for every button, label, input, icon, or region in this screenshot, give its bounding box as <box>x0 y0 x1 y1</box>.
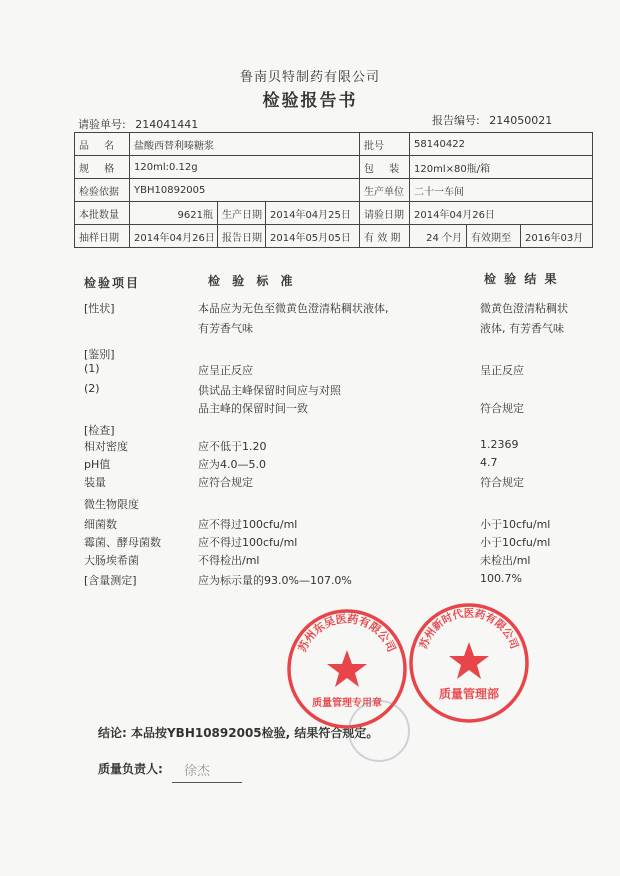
row-result: 符合规定 <box>480 402 524 415</box>
faint-stamp <box>344 696 414 766</box>
report-date-label: 报告日期 <box>218 225 266 248</box>
row-result: 1.2369 <box>480 438 519 451</box>
signature: 徐杰 <box>184 764 211 779</box>
product-label: 品 名 <box>75 133 130 156</box>
req-date-value: 2014年04月26日 <box>410 202 593 225</box>
req-date-label: 请验日期 <box>360 202 410 225</box>
row-standard: 应不低于1.20 <box>198 440 267 453</box>
unit-label: 生产单位 <box>360 179 410 202</box>
row-item: (2) <box>84 382 100 395</box>
table-row <box>75 225 593 248</box>
right-stamp-ring: 苏州新时代医药有限公司 <box>417 607 521 651</box>
batch-value: 58140422 <box>410 133 593 156</box>
row-result: 未检出/ml <box>480 554 531 567</box>
right-stamp <box>404 598 534 728</box>
validity-value: 24 个月 <box>410 225 467 248</box>
prod-date-value: 2014年04月25日 <box>266 202 360 225</box>
conclusion: 结论: 本品按YBH10892005检验, 结果符合规定。 <box>98 726 379 740</box>
basis-value: YBH10892005 <box>130 179 360 202</box>
row-standard: 应不得过100cfu/ml <box>198 536 298 549</box>
table-row <box>75 179 593 202</box>
report-date-value: 2014年05月05日 <box>266 225 360 248</box>
row-result: 小于10cfu/ml <box>480 518 551 531</box>
product-value: 盐酸西替利嗪糖浆 <box>130 133 360 156</box>
row-standard: 应符合规定 <box>198 476 253 489</box>
row-result: 呈正反应 <box>480 364 524 377</box>
column-item: 检验项目 <box>84 276 141 290</box>
row-standard: 应呈正反应 <box>198 364 253 377</box>
row-result: 100.7% <box>480 572 522 585</box>
row-standard: 应为标示量的93.0%—107.0% <box>198 574 352 587</box>
expiry-value: 2016年03月 <box>521 225 593 248</box>
row-item: 细菌数 <box>84 518 117 531</box>
qty-label: 本批数量 <box>75 202 130 225</box>
row-item: 微生物限度 <box>84 498 139 511</box>
left-stamp-star-icon <box>327 650 367 687</box>
sample-date-label: 抽样日期 <box>75 225 130 248</box>
pack-label: 包 装 <box>360 156 410 179</box>
row-standard: 应不得过100cfu/ml <box>198 518 298 531</box>
prod-date-label: 生产日期 <box>218 202 266 225</box>
row-standard: 有芳香气味 <box>198 322 253 335</box>
unit-value: 二十一车间 <box>410 179 593 202</box>
left-stamp-ring: 苏州东吴医药有限公司 <box>295 612 399 655</box>
sample-date-value: 2014年04月26日 <box>130 225 218 248</box>
row-standard: 不得检出/ml <box>198 554 260 567</box>
report-title: 检验报告书 <box>262 91 358 111</box>
pack-value: 120ml×80瓶/箱 <box>410 156 593 179</box>
request-no-label: 请验单号: <box>78 118 126 131</box>
row-result: 微黄色澄清粘稠状 <box>480 302 568 315</box>
report-no-label: 报告编号: <box>432 114 480 127</box>
info-table <box>74 132 593 248</box>
row-item: (1) <box>84 362 100 375</box>
basis-label: 检验依据 <box>75 179 130 202</box>
validity-label: 有 效 期 <box>360 225 410 248</box>
signature-line <box>172 758 242 783</box>
row-standard: 供试品主峰保留时间应与对照 <box>198 384 341 397</box>
column-result: 检 验 结 果 <box>484 272 559 286</box>
row-standard: 应为4.0—5.0 <box>198 458 266 471</box>
column-standard: 检 验 标 准 <box>208 274 297 288</box>
batch-label: 批号 <box>360 133 410 156</box>
report-no-value: 214050021 <box>489 114 553 127</box>
row-result: 液体, 有芳香气味 <box>480 322 564 335</box>
table-row <box>75 202 593 225</box>
row-result: 符合规定 <box>480 476 524 489</box>
request-no-value: 214041441 <box>135 118 199 131</box>
row-item: 霉菌、酵母菌数 <box>84 536 161 549</box>
row-item: 大肠埃希菌 <box>84 554 139 567</box>
expiry-label: 有效期至 <box>467 225 521 248</box>
row-item: [性状] <box>84 302 115 315</box>
row-item: [鉴别] <box>84 348 115 361</box>
table-row <box>75 156 593 179</box>
right-stamp-star-icon <box>449 642 489 679</box>
row-result: 小于10cfu/ml <box>480 536 551 549</box>
request-no <box>78 116 198 132</box>
row-result: 4.7 <box>480 456 498 469</box>
left-stamp-bottom: 质量管理专用章 <box>312 698 382 709</box>
row-item: 相对密度 <box>84 440 128 453</box>
row-item: pH值 <box>84 458 111 471</box>
right-stamp-bottom: 质量管理部 <box>438 687 500 701</box>
report-no <box>432 112 552 128</box>
spec-label: 规 格 <box>75 156 130 179</box>
row-item: [含量测定] <box>84 574 137 587</box>
company-name: 鲁南贝特制药有限公司 <box>239 70 380 85</box>
qty-value: 9621瓶 <box>130 202 218 225</box>
responsible-label: 质量负责人: <box>98 762 163 776</box>
row-item: [检查] <box>84 424 115 437</box>
table-row <box>75 133 593 156</box>
spec-value: 120ml:0.12g <box>130 156 360 179</box>
row-standard: 本品应为无色至微黄色澄清粘稠状液体, <box>198 302 389 315</box>
row-standard: 品主峰的保留时间一致 <box>198 402 308 415</box>
row-item: 装量 <box>84 476 106 489</box>
